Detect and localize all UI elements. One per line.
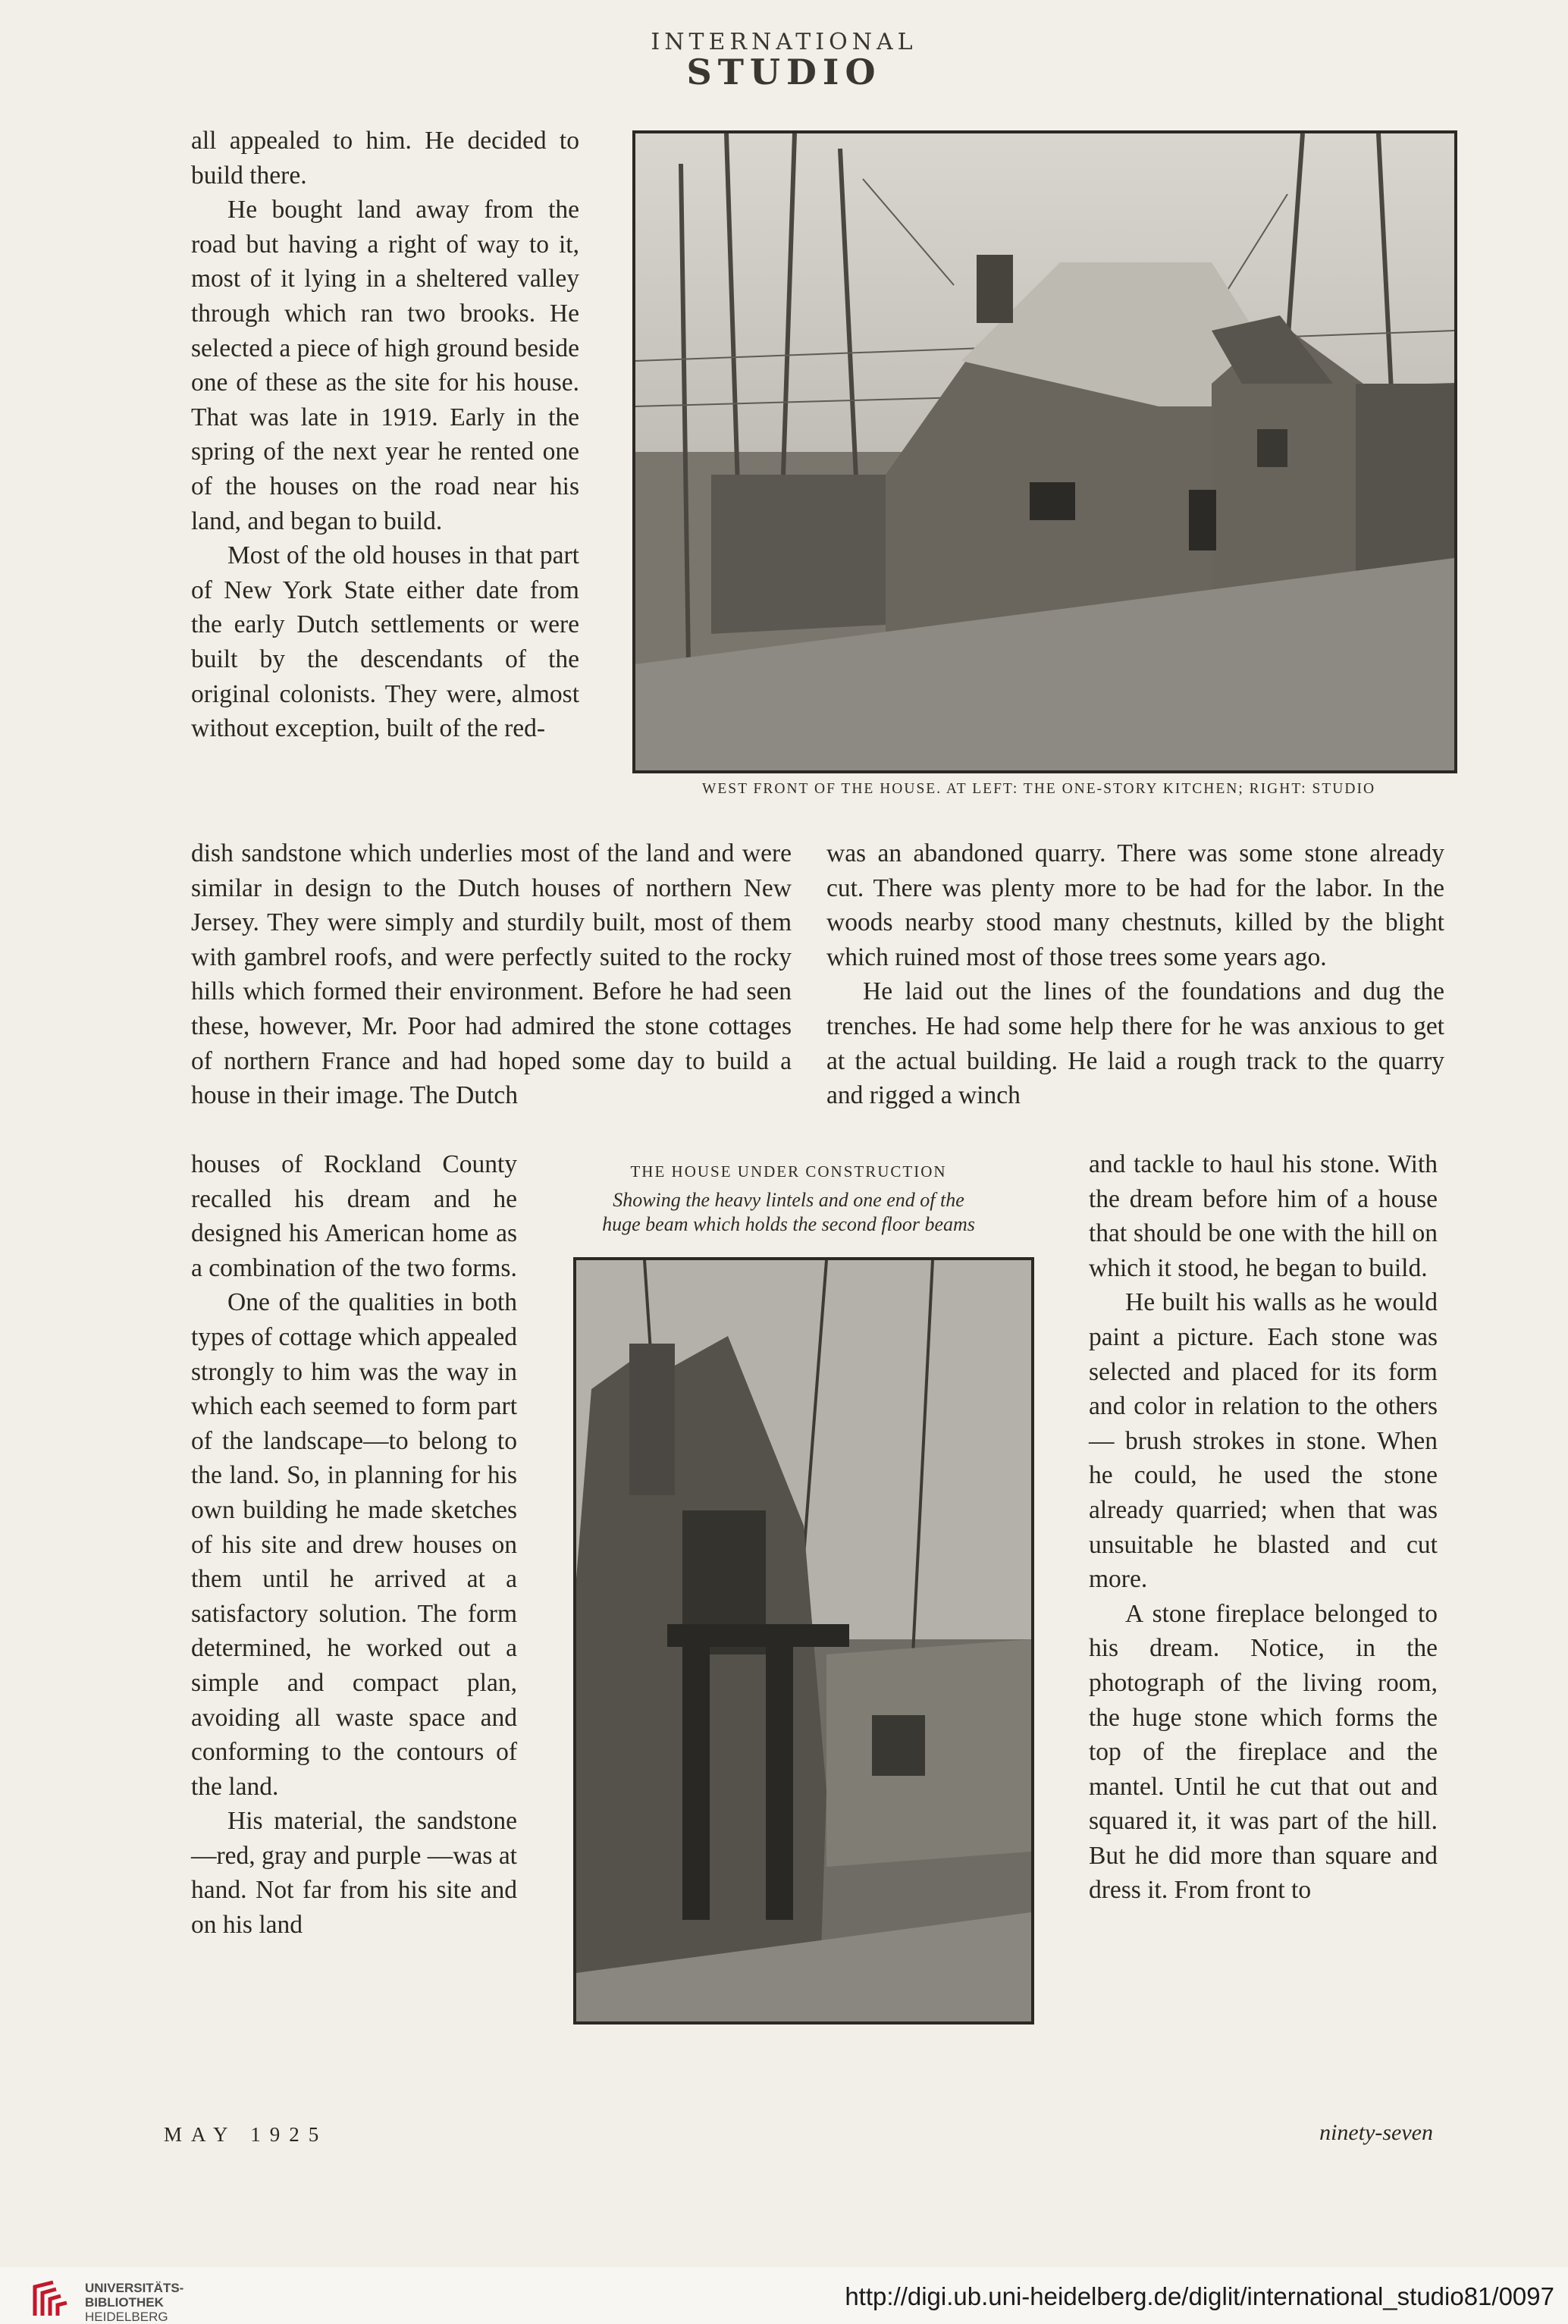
masthead-title: STUDIO <box>686 52 882 93</box>
footer-date: MAY 1925 <box>164 2123 328 2146</box>
paragraph: Most of the old houses in that part of New York State either date from the early Dutch settlements or were built by the descendants of the original colonists. They were, almost without exception, built of the red- <box>191 541 579 743</box>
paragraph: He laid out the lines of the foundations and dug the trenches. He had some help there for he was anxious to get at the actual building. He laid a rough track to the quarry and rigged a winch <box>826 977 1444 1110</box>
photo-caption: WEST FRONT OF THE HOUSE. AT LEFT: THE ONE-STORY KITCHEN; RIGHT: STUDIO <box>701 781 1376 797</box>
photo-west-front <box>632 130 1457 773</box>
column-bottom-right <box>1089 1147 1438 1908</box>
photo-caption-line: Showing the heavy lintels and one end of the <box>613 1189 964 1211</box>
paragraph: His material, the sandstone—red, gray and purple —was at hand. Not far from his site and on his land <box>191 1807 517 1940</box>
paragraph: houses of Rockland County recalled his dream and he designed his American home as a combination of the two forms. <box>191 1150 517 1282</box>
column-bottom-left <box>191 1147 517 1943</box>
photo-caption-title: THE HOUSE UNDER CONSTRUCTION <box>630 1162 947 1181</box>
masthead-line1: INTERNATIONAL <box>651 29 917 55</box>
column-mid-left <box>191 836 792 1113</box>
library-name-line: HEIDELBERG <box>85 2310 168 2324</box>
library-logo-icon <box>32 2279 74 2319</box>
column-mid-right <box>826 836 1444 1113</box>
footer-page-number: ninety-seven <box>1319 2120 1433 2145</box>
paragraph: was an abandoned quarry. There was some stone already cut. There was plenty more to be had for the labor. In the woods nearby stood many chestnuts, killed by the blight which ruined most of those trees some years ago. <box>826 839 1444 971</box>
library-name <box>85 2281 183 2324</box>
paragraph: all appealed to him. He decided to build there. <box>191 127 579 190</box>
column-top-left <box>191 124 579 746</box>
library-name-line: UNIVERSITÄTS- <box>85 2281 184 2295</box>
paragraph: He built his walls as he would paint a picture. Each stone was selected and placed for its form and color in relation to the others— brush strokes in stone. When he could, he used the stone already quarried; when that was unsuitable he blasted and cut more. <box>1089 1288 1438 1594</box>
paragraph: dish sandstone which underlies most of the land and were similar in design to the Dutch houses of northern New Jersey. They were simply and sturdily built, most of them with gambrel roofs, and were perfectly suited to the rocky hills which formed their environment. Before he had seen these, however, Mr. Poor had admired the stone cottages of northern France and had hoped some day to build a house in their image. The Dutch <box>191 839 792 1110</box>
photo-house-under-construction <box>573 1257 1034 2024</box>
paragraph: and tackle to haul his stone. With the dream before him of a house that should be one with the hill on which it stood, he began to build. <box>1089 1150 1438 1282</box>
paragraph: One of the qualities in both types of cottage which appealed strongly to him was the way in which each seemed to form part of the landscape—to belong to the land. So, in planning for his own building he made sketches of his site and drew houses on them until he arrived at a satisfactory solution. The form determined, he worked out a simple and compact plan, avoiding all waste space and conforming to the contours of the land. <box>191 1288 517 1801</box>
paragraph: A stone fireplace belonged to his dream. Notice, in the photograph of the living room, the huge stone which forms the top of the fireplace and the mantel. Until he cut that out and squared it, it was part of the hill. But he did more than square and dress it. From front to <box>1089 1599 1438 1905</box>
library-name-line: BIBLIOTHEK <box>85 2295 164 2310</box>
paragraph: He bought land away from the road but having a right of way to it, most of it lying in a sheltered valley through which ran two brooks. He selected a piece of high ground beside one of these as the site for his house. That was late in 1919. Early in the spring of the next year he rented one of the houses on the road near his land, and began to build. <box>191 196 579 535</box>
photo-caption-line: huge beam which holds the second floor beams <box>602 1213 975 1235</box>
source-url-link[interactable]: http://digi.ub.uni-heidelberg.de/diglit/international_studio81/0097 <box>845 2282 1554 2310</box>
